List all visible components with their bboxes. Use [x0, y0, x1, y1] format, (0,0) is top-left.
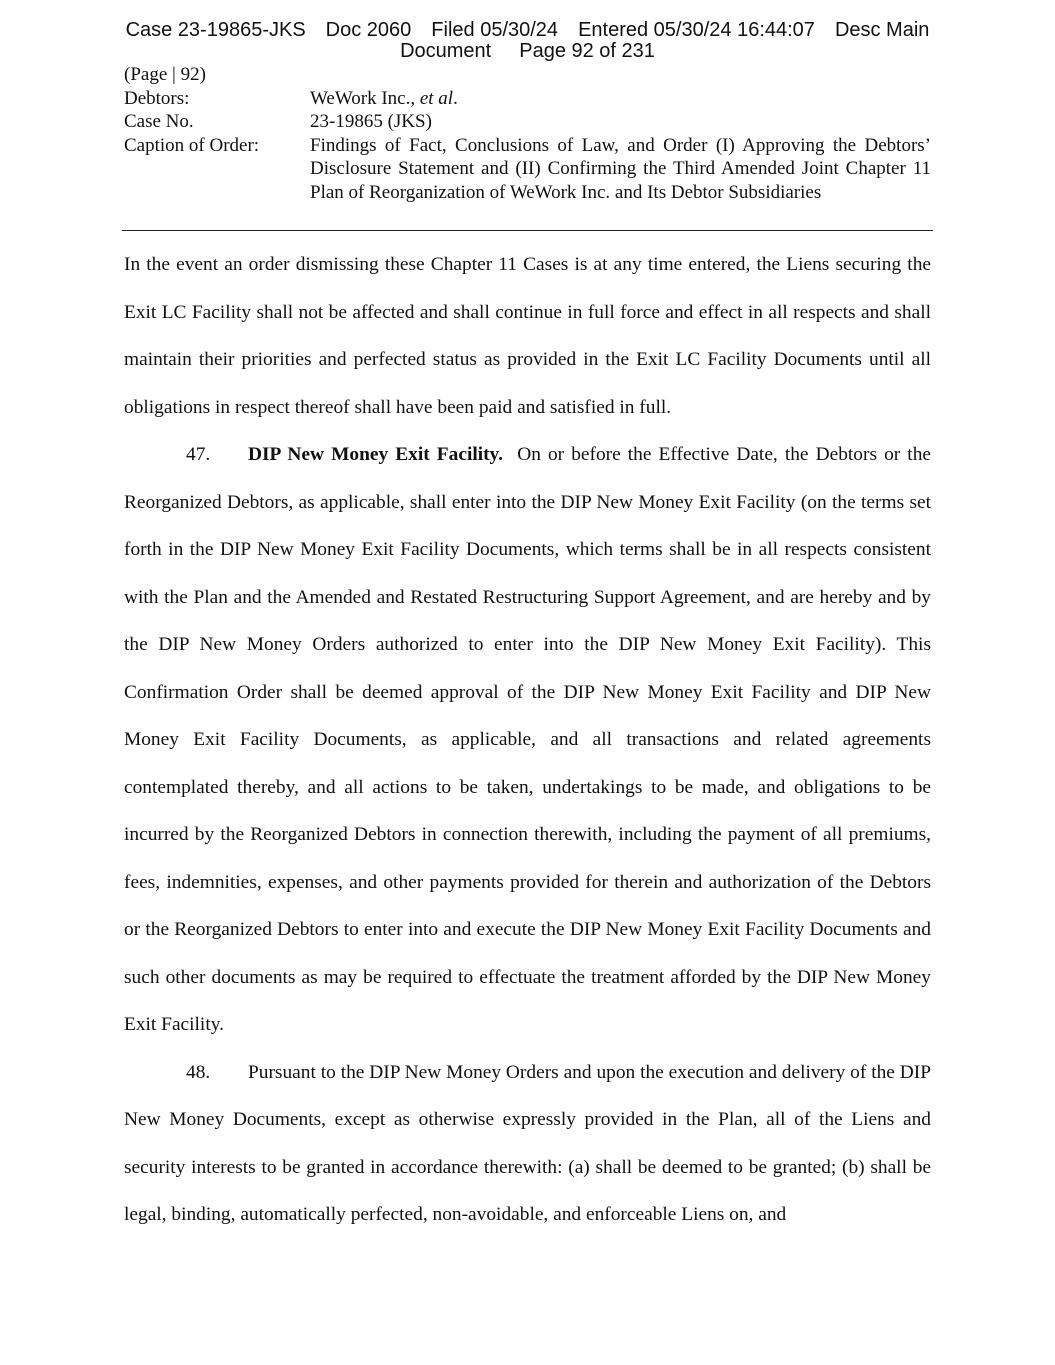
filed-date: Filed 05/30/24: [431, 19, 559, 41]
document-body: [124, 241, 931, 1239]
debtors-value: [310, 87, 931, 111]
paragraph-47: [124, 431, 931, 1049]
paragraph-48: [124, 1049, 931, 1239]
document-label: Document: [400, 40, 492, 62]
order-value: Findings of Fact, Conclusions of Law, and Order (I) Approving the Debtors’ Disclosure Statement and (II) Confirming the Third Amended Joint Chapter 11 Plan of Reorganization of WeWork Inc. and Its Debtor Subsidiaries: [310, 134, 931, 203]
paragraph-number: 48.: [186, 1061, 211, 1083]
stamp-line-2: [0, 41, 1055, 62]
page-count: Page 92 of 231: [519, 40, 655, 62]
stamp-line-1: [0, 20, 1055, 41]
paragraph-text: On or before the Effective Date, the Debtors or the Reorganized Debtors, as applicable, shall enter into the DIP New Money Exit Facility (on the terms set forth in the DIP New Money Exit Facility Documents, which terms shall be in all respects consistent with the Plan and the Amended and Restated Restructuring Support Agreement, and are hereby and by the DIP New Money Orders authorized to enter into the DIP New Money Exit Facility). This Confirmation Order shall be deemed approval of the DIP New Money Exit Facility and DIP New Money Exit Facility Documents, as applicable, and all transactions and related agreements contemplated thereby, and all actions to be taken, undertakings to be made, and obligations to be incurred by the Reorganized Debtors in connection therewith, including the payment of all premiums, fees, indemnities, expenses, and other payments provided for therein and authorization of the Debtors or the Reorganized Debtors to enter into and execute the DIP New Money Exit Facility Documents and such other documents as may be required to effectuate the treatment afforded by the DIP New Money Exit Facility.: [124, 444, 931, 1035]
doc-number: Doc 2060: [325, 19, 412, 41]
debtors-label: Debtors:: [124, 87, 190, 109]
entered-date: Entered 05/30/24 16:44:07: [578, 19, 815, 41]
paragraph-number: 47.: [186, 444, 211, 465]
paragraph-text: Pursuant to the DIP New Money Orders and upon the execution and delivery of the DIP New Money Documents, except as otherwise expressly provided in the Plan, all of the Liens and security interests to be granted in accordance therewith: (a) shall be deemed to be granted; (b) shall be legal, binding, automatically perfected, non-avoidable, and enforceable Liens on, and: [124, 1061, 931, 1225]
debtors-et-al: et al: [419, 87, 454, 109]
case-label: Case No.: [124, 111, 194, 133]
debtors-period: .: [453, 87, 458, 109]
case-value: 23-19865 (JKS): [310, 111, 432, 133]
caption-order-row: [124, 134, 931, 205]
intro-paragraph: In the event an order dismissing these Chapter 11 Cases is at any time entered, the Liens securing the Exit LC Facility shall not be affected and shall continue in full force and effect in all respects and shall maintain their priorities and perfected status as provided in the Exit LC Facility Documents until all obligations in respect thereof shall have been paid and satisfied in full.: [124, 254, 931, 418]
desc-main: Desc Main: [834, 19, 930, 41]
caption-debtors-row: [124, 87, 931, 111]
debtors-name: WeWork Inc.,: [310, 87, 420, 109]
case-caption: [124, 63, 931, 205]
caption-case-row: [124, 110, 931, 134]
court-filing-stamp: [0, 20, 1055, 62]
page-ref: (Page | 92): [124, 64, 206, 85]
caption-divider: [122, 230, 933, 231]
case-number: Case 23-19865-JKS: [125, 19, 306, 41]
caption-page-ref-row: [124, 63, 931, 87]
paragraph-heading: DIP New Money Exit Facility.: [248, 444, 504, 465]
order-label: Caption of Order:: [124, 134, 260, 156]
